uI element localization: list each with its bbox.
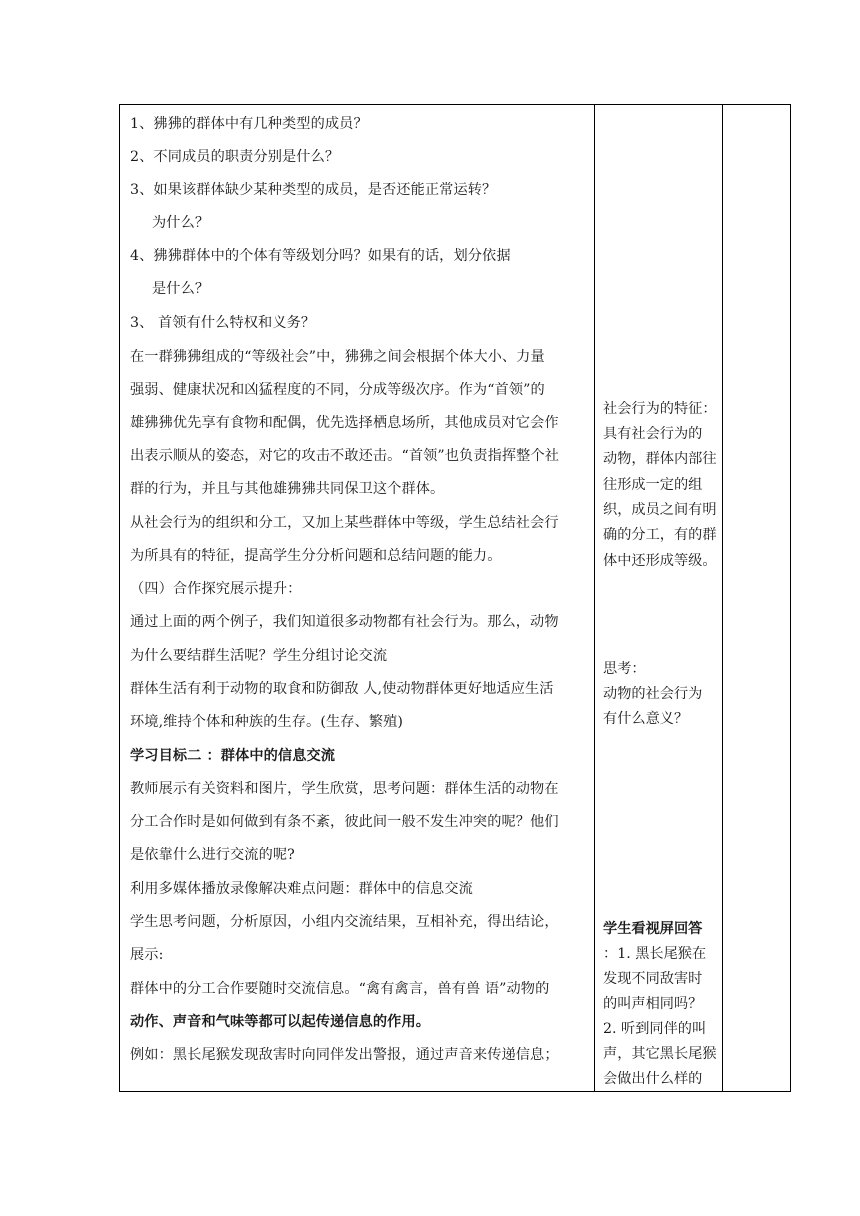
paragraph-line: 环境,维持个体和种族的生存。(生存、繁殖) <box>130 714 404 730</box>
side-note-line: 会做出什么样的 <box>603 1071 703 1087</box>
side-note-line: 织，成员之间有明 <box>603 502 717 518</box>
notes-column <box>595 105 722 1091</box>
section-heading: （四）合作探究展示提升： <box>130 581 302 597</box>
paragraph-line: 教师展示有关资料和图片，学生欣赏，思考问题：群体生活的动物在 <box>130 781 559 797</box>
paragraph-line: 强弱、健康状况和凶猛程度的不同，分成等级次序。作为“首领”的 <box>130 382 545 398</box>
side-note-heading: 学生看视屏回答 <box>603 921 703 937</box>
paragraph-line: 学生思考问题，分析原因，小组内交流结果，互相补充，得出结论， <box>130 914 559 930</box>
lesson-plan-table <box>119 104 791 1092</box>
emphasized-line: 动作、声音和气味等都可以起传递信息的作用。 <box>130 1014 431 1030</box>
side-note-line: 思考： <box>603 661 646 677</box>
question-4-continued: 是什么？ <box>152 281 210 297</box>
side-note-line: 体中还形成等级。 <box>603 553 717 569</box>
question-3: 3、如果该群体缺少某种类型的成员，是否还能正常运转？ <box>130 182 497 198</box>
question-2: 2、不同成员的职责分别是什么？ <box>130 149 340 165</box>
paragraph-line: 群体中的分工合作要随时交流信息。“禽有禽言，兽有兽 语”动物的 <box>130 981 550 997</box>
side-note-line: 有什么意义？ <box>603 711 689 727</box>
learning-goal-heading: 学习目标二 ：群体中的信息交流 <box>130 748 336 764</box>
paragraph-line: 群的行为，并且与其他雄狒狒共同保卫这个群体。 <box>130 481 445 497</box>
side-note-line: 社会行为的特征： <box>603 401 717 417</box>
paragraph-line: 是依靠什么进行交流的呢? <box>130 847 295 863</box>
side-note-line: 具有社会行为的 <box>603 426 703 442</box>
paragraph-line: 从社会行为的组织和分工，又加上某些群体中等级，学生总结社会行 <box>130 515 559 531</box>
paragraph-line: 在一群狒狒组成的“等级社会”中，狒狒之间会根据个体大小、力量 <box>130 349 545 365</box>
paragraph-line: 展示: <box>130 947 164 963</box>
paragraph-line: 为什么要结群生活呢？学生分组讨论交流 <box>130 648 388 664</box>
side-note-line: 2. 听到同伴的叫 <box>603 1021 707 1037</box>
question-3-continued: 为什么？ <box>152 215 210 231</box>
paragraph-line: 通过上面的两个例子，我们知道很多动物都有社会行为。那么，动物 <box>130 614 559 630</box>
side-note-line: ：1. 黑长尾猴在 <box>603 946 707 962</box>
paragraph-line: 群体生活有利于动物的取食和防御敌 人,使动物群体更好地适应生活 <box>130 681 554 697</box>
main-content-column <box>120 105 594 1091</box>
side-note-line: 声，其它黑长尾猴 <box>603 1046 717 1062</box>
question-1: 1、狒狒的群体中有几种类型的成员？ <box>130 116 368 132</box>
paragraph-line: 利用多媒体播放录像解决难点问题：群体中的信息交流 <box>130 881 473 897</box>
side-note-line: 动物的社会行为 <box>603 686 703 702</box>
empty-column <box>723 105 791 1091</box>
side-note-line: 确的分工，有的群 <box>603 527 717 543</box>
question-5: 3、 首领有什么特权和义务？ <box>130 315 316 331</box>
side-note-line: 动物，群体内部往 <box>603 451 717 467</box>
paragraph-line: 雄狒狒优先享有食物和配偶，优先选择栖息场所，其他成员对它会作 <box>130 415 559 431</box>
paragraph-line: 例如：黑长尾猴发现敌害时向同伴发出警报，通过声音来传递信息； <box>130 1047 559 1063</box>
paragraph-line: 为所具有的特征，提高学生分分析问题和总结问题的能力。 <box>130 548 502 564</box>
side-note-line: 发现不同敌害时 <box>603 971 703 987</box>
paragraph-line: 分工合作时是如何做到有条不紊，彼此间一般不发生冲突的呢？他们 <box>130 814 559 830</box>
question-4: 4、狒狒群体中的个体有等级划分吗？如果有的话，划分依据 <box>130 248 511 264</box>
side-note-line: 的叫声相同吗？ <box>603 996 703 1012</box>
side-note-line: 往形成一定的组 <box>603 477 703 493</box>
paragraph-line: 出表示顺从的姿态，对它的攻击不敢还击。“首领”也负责指挥整个社 <box>130 448 560 464</box>
